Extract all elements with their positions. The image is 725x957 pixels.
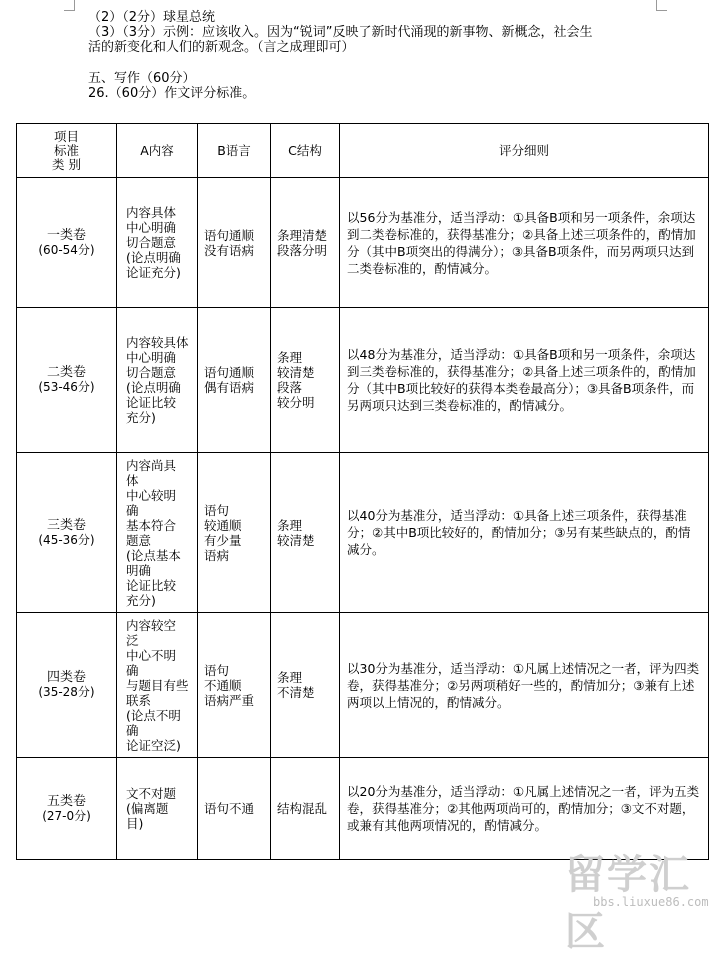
row-content: 内容具体 中心明确 切合题意 (论点明确 论证充分): [117, 178, 198, 308]
row-structure: 条理 较清楚 段落 较分明: [271, 308, 340, 453]
table-row: [17, 453, 709, 613]
page-corner-mark-left: [64, 0, 75, 11]
row-structure: 条理 不清楚: [271, 613, 340, 758]
row-structure: 结构混乱: [271, 758, 340, 860]
watermark-logo: 留学汇区: [565, 852, 691, 955]
row-detail: 以56分为基准分，适当浮动：①具备B项和另一项条件，余项达到二类卷标准的，获得基准分；②具备上述三项条件的，酌情加分（其中B项突出的得满分）；③具备B项条件，而另两项只达到二类卷标准的，酌情减分。: [340, 178, 709, 308]
watermark-url: bbs.liuxue86.com: [593, 895, 709, 909]
row-class: 二类卷 (53-46分): [17, 308, 117, 453]
row-language: 语句 不通顺 语病严重: [198, 613, 271, 758]
row-content: 内容较空 泛 中心不明 确 与题目有些 联系 (论点不明 确 论证空泛): [117, 613, 198, 758]
row-content: 文不对题 (偏离题 目): [117, 758, 198, 860]
scoring-table: [16, 123, 709, 860]
row-detail: 以20分为基准分，适当浮动：①凡属上述情况之一者，评为五类卷，获得基准分；②其他两项尚可的，酌情加分；③文不对题，或兼有其他两项情况的，酌情减分。: [340, 758, 709, 860]
item-title: 26.（60分）作文评分标准。: [88, 86, 256, 101]
row-class: 四类卷 (35-28分): [17, 613, 117, 758]
row-detail: 以48分为基准分，适当浮动：①具备B项和另一项条件，余项达到三类卷标准的，获得基准分；②具备上述三项条件的，酌情加分（其中B项比较好的获得本类卷最高分）；③具备B项条件，而另两项只达到三类卷标准的，酌情减分。: [340, 308, 709, 453]
row-language: 语句不通: [198, 758, 271, 860]
header-structure: C结构: [271, 124, 340, 178]
table-header-row: [17, 124, 709, 178]
section-title: 五、写作（60分）: [88, 71, 196, 86]
row-content: 内容尚具 体 中心较明 确 基本符合 题意 (论点基本 明确 论证比较 充分): [117, 453, 198, 613]
row-class: 一类卷 (60-54分): [17, 178, 117, 308]
table-row: [17, 613, 709, 758]
row-language: 语句通顺 没有语病: [198, 178, 271, 308]
row-structure: 条理 较清楚: [271, 453, 340, 613]
row-language: 语句 较通顺 有少量 语病: [198, 453, 271, 613]
watermark: [555, 843, 720, 955]
row-detail: 以40分为基准分，适当浮动：①具备上述三项条件，获得基准分；②其中B项比较好的，酌情加分；③另有某些缺点的，酌情减分。: [340, 453, 709, 613]
answer-line-3-cont: 活的新变化和人们的新观念。（言之成理即可）: [88, 40, 355, 55]
intro-text: [88, 10, 708, 101]
table-row: [17, 308, 709, 453]
answer-line-2: （2）（2分）球星总统: [88, 10, 216, 25]
header-content: A内容: [117, 124, 198, 178]
header-category: 项目 标准 类 别: [17, 124, 117, 178]
row-language: 语句通顺 偶有语病: [198, 308, 271, 453]
row-class: 三类卷 (45-36分): [17, 453, 117, 613]
header-language: B语言: [198, 124, 271, 178]
row-content: 内容较具体 中心明确 切合题意 (论点明确 论证比较 充分): [117, 308, 198, 453]
row-class: 五类卷 (27-0分): [17, 758, 117, 860]
table-row: [17, 178, 709, 308]
row-detail: 以30分为基准分，适当浮动：①凡属上述情况之一者，评为四类卷，获得基准分；②另两项稍好一些的，酌情加分；③兼有上述两项以上情况的，酌情减分。: [340, 613, 709, 758]
row-structure: 条理清楚 段落分明: [271, 178, 340, 308]
header-detail: 评分细则: [340, 124, 709, 178]
answer-line-3: （3）（3分）示例：应该收入。因为“锐词”反映了新时代涌现的新事物、新概念，社会生: [88, 25, 593, 40]
